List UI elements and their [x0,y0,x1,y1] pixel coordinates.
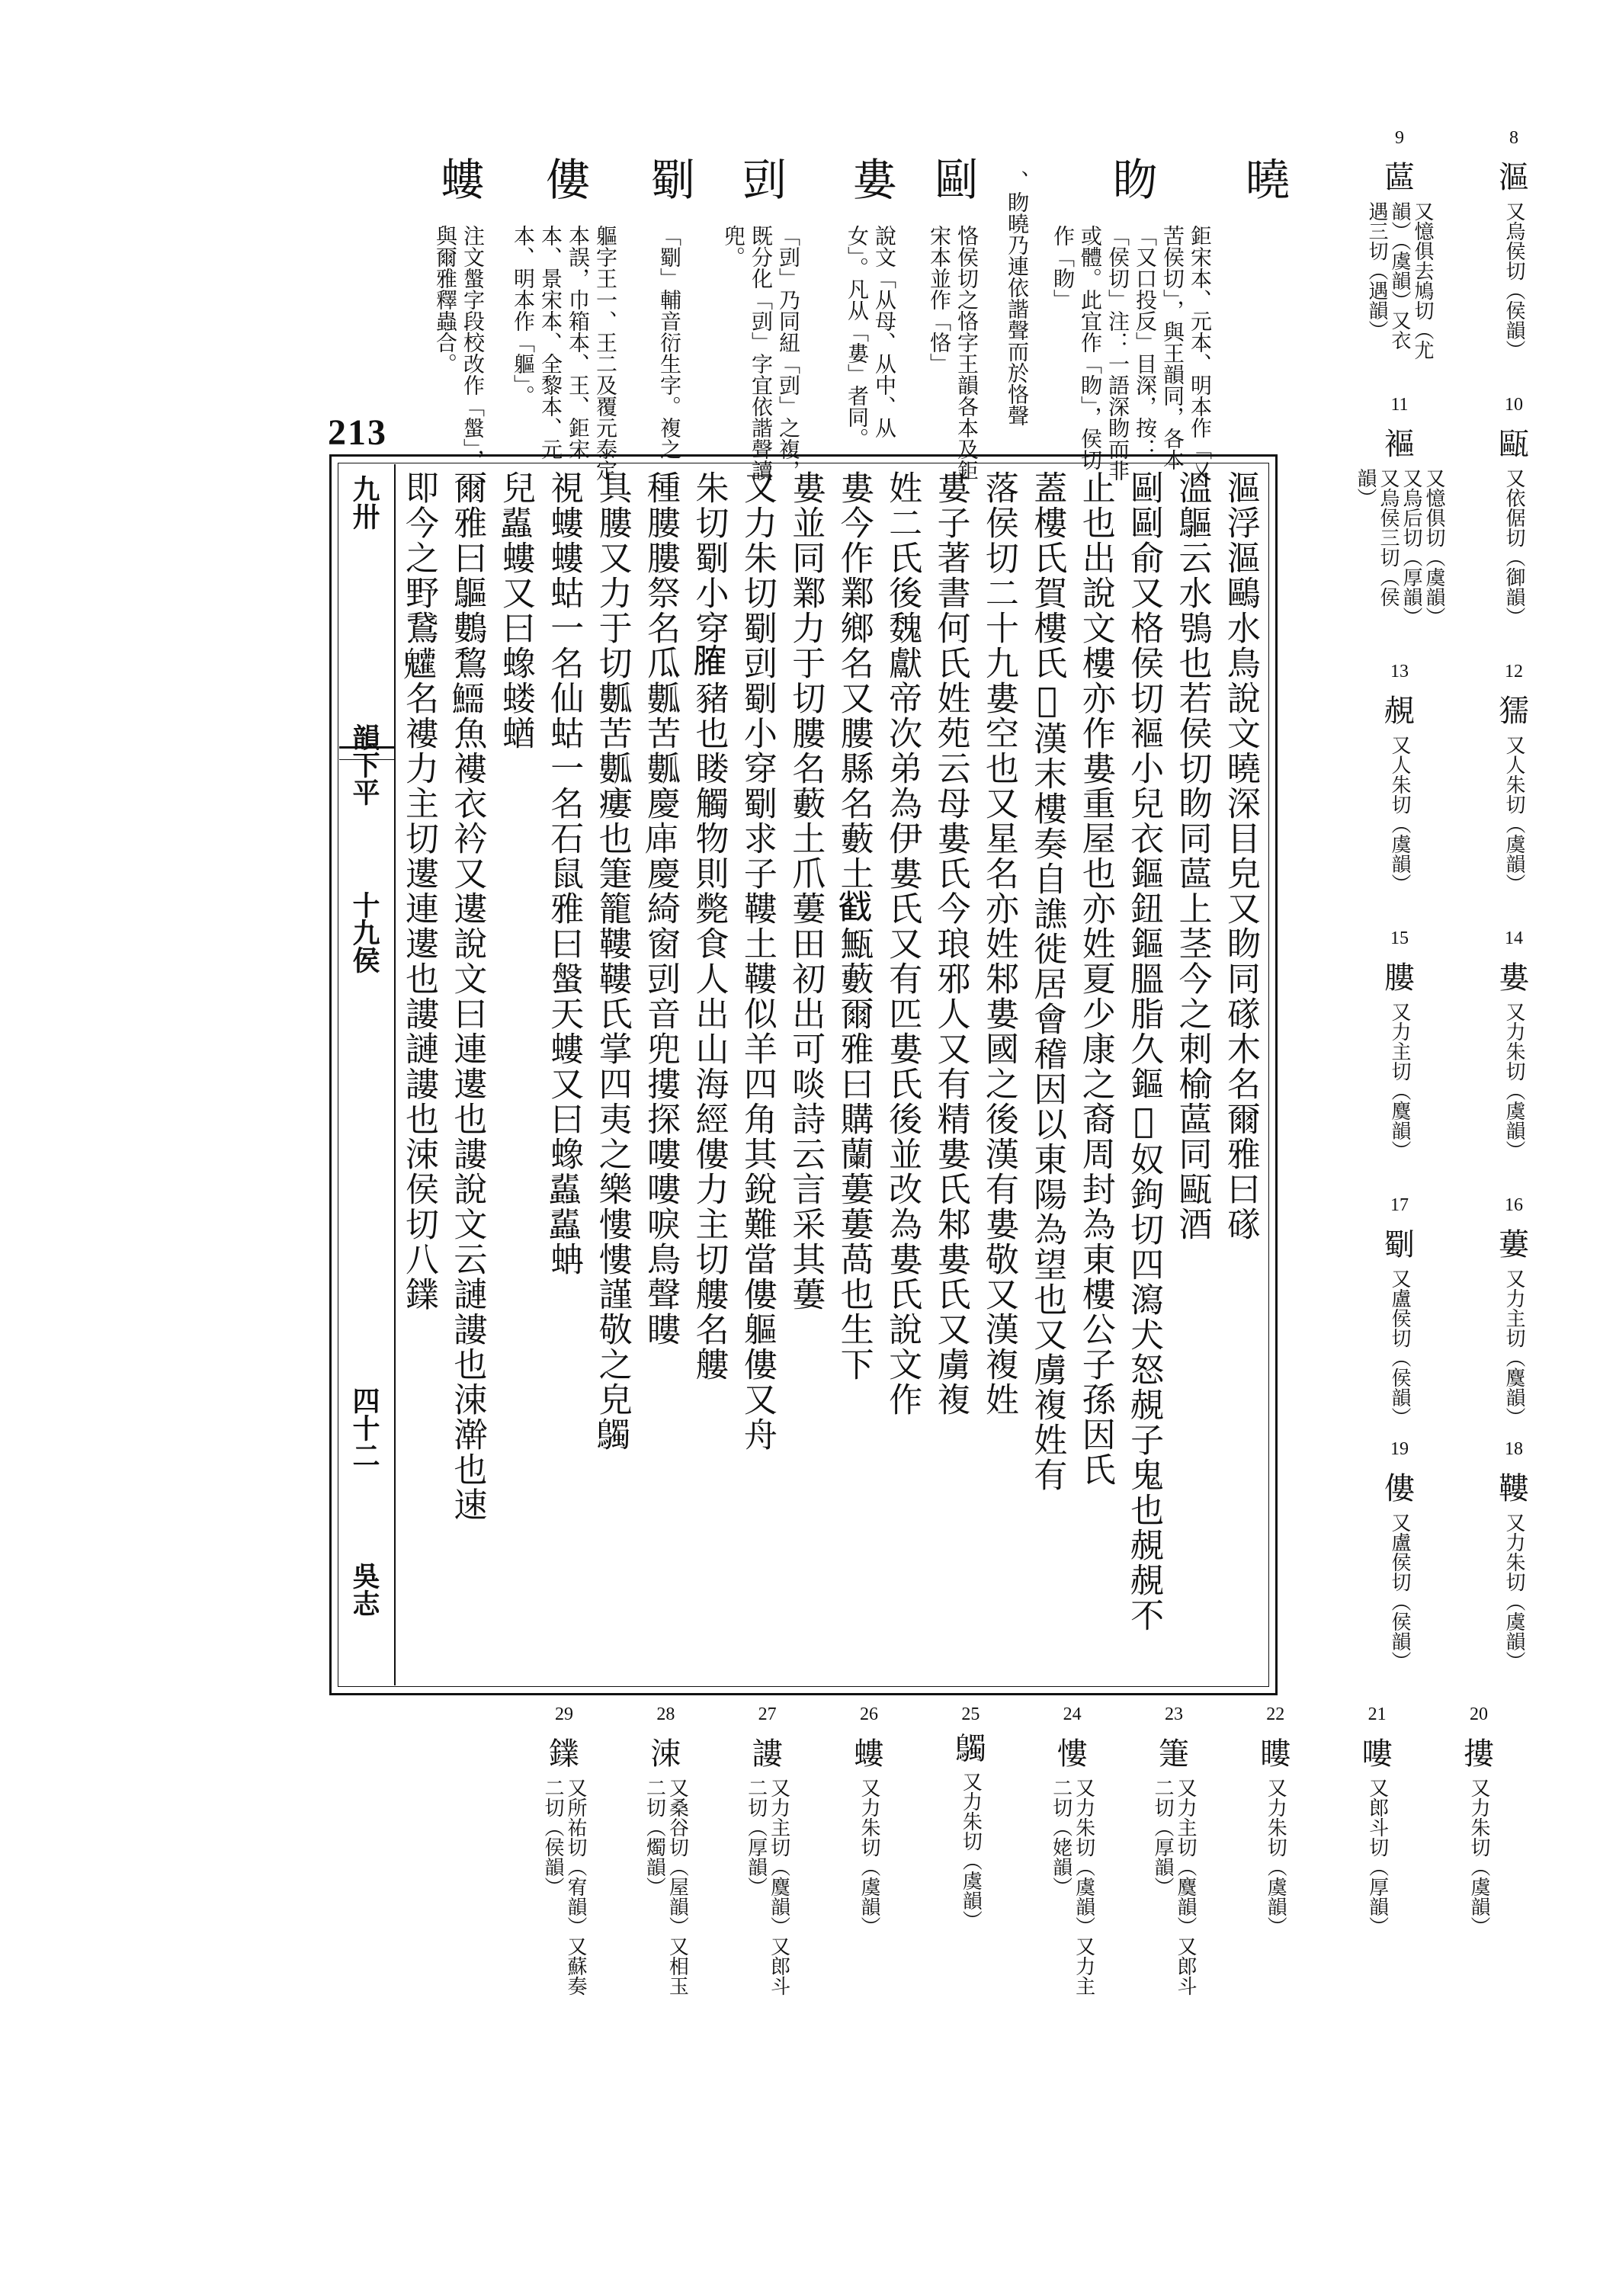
annotation-headword: 嘍 [1361,1736,1393,1772]
annotation [1496,1195,1532,1436]
bottom-annotations [526,1704,1517,2032]
top-note-headword: 螻 [433,156,485,211]
annotation-number: 11 [1390,395,1409,415]
text-column: 具膢又力于切𤬏苦𤬏瘻也箑籠鞻鞻氏掌四夷之樂慺慺謹敬之皃𪇆 [592,470,632,1452]
top-note-text: 鉅宋本、元本、明本作「又苦侯切」，與王韻同，各本「又口投反」目深，按：「侯切」注：一語深䀛而非或體。此宜作「䀛」，侯切作「䀛」 [1050,225,1213,481]
page-number: 213 [328,412,387,453]
annotation-text: 又力朱切（虞韻） [959,1772,983,1930]
right-annotations [1290,128,1541,1671]
annotation-text: 又憶俱切（虞韻）又烏后切（厚韻）又烏侯三切（侯韻） [1354,468,1445,627]
main-text-columns [399,470,1260,1679]
text-column: 止也出說文樓亦作婁重屋也亦姓夏少康之裔周封為東樓公子孫因氏 [1076,470,1115,1487]
annotation [1496,395,1532,636]
annotation-number: 23 [1164,1704,1183,1724]
annotation-headword: 箑 [1158,1736,1189,1772]
text-column: 落侯切二十九婁空也又星名亦姓邾婁國之後漢有婁敬又漢複姓 [979,470,1018,1417]
main-text-frame [329,454,1278,1695]
text-column: 蓋樓氏賀樓氏𧨥漢末樓奏自譙徙居會稽因以東陽為望也又虜複姓有 [1028,470,1067,1493]
text-column: 婁並同鄴力于切膢名藪土爪蔞田初出可啖詩云言采其蔞 [786,470,826,1312]
annotation-headword: 涑 [650,1736,681,1772]
annotation-headword: 𨭥 [549,1736,579,1772]
text-column: 漚浮漚鷗水鳥說文曉深目皃又䀛同䃍木名爾雅曰䃍 [1220,470,1260,1242]
text-column: 種膢膢祭名瓜𤬏苦𤬏慶𢈢慶綺窗剅音兜摟探嘍嘍唳鳥聲瞜 [641,470,681,1347]
annotation-headword: 鞻 [1499,1471,1529,1506]
annotation-headword: 慺 [1056,1736,1088,1772]
annotation-text: 又力朱切（虞韻） [1502,1002,1525,1160]
top-note-headword: 婁 [845,156,896,211]
top-note-text: 恪侯切之恪字王韻各本及鉅宋本並作「恪」 [927,225,980,481]
annotation-number: 9 [1395,128,1404,148]
annotation-headword: 劅 [1384,1227,1415,1262]
annotation-text: 又力主切（麌韻） [1388,1002,1411,1160]
edge-folio: 四十二 [348,1387,380,1469]
annotation-number: 20 [1469,1704,1488,1724]
text-column: 又力朱切劅剅劅小穿劅求子鞻土鞻似羊四角其銳難當僂軀僂又舟 [737,470,777,1452]
annotation-number: 8 [1509,128,1518,148]
annotation-number: 26 [859,1704,878,1724]
annotation-headword: 𪇆 [955,1732,986,1767]
annotation-text: 又力朱切（虞韻）又力主二切（姥韻） [1049,1778,1095,1996]
annotation-number: 29 [555,1704,573,1724]
text-column: 朱切劅小穿𦞦豬也䁖觸物則斃食人出山海經僂力主切艛名艛 [689,470,729,1382]
top-note-text: 軀字王一、王二及覆元泰定本誤，巾箱本、王、鉅宋本、景宋本、全黎本、元本、明本作「軀」。 [511,225,618,481]
annotation [729,1704,806,2032]
edge-bottom-label: 吳志 [348,1562,380,1617]
annotation-text: 又人朱切（虞韻） [1502,735,1525,893]
annotation-number: 22 [1266,1704,1285,1724]
annotation [1354,395,1445,636]
text-column: 溫䳼云水鴞也若侯切䀛同蓲上茎今之刺榆蓲同甌酒 [1172,470,1212,1242]
annotation-text: 又力主切（麌韻） [1502,1268,1525,1427]
annotation [1365,128,1434,369]
annotation-number: 27 [758,1704,777,1724]
annotation [831,1704,907,2032]
annotation [1381,662,1418,903]
annotation-headword: 謱 [752,1736,783,1772]
top-note-text: 注文螌字段校改作「螌」，與爾雅釋蟲合。 [433,225,486,470]
annotation-text: 又力朱切（虞韻） [857,1778,880,1936]
top-note [509,156,619,484]
annotation [1034,1704,1111,2032]
annotation-headword: 漚 [1499,160,1529,195]
annotation-text: 又烏侯切（侯韻） [1502,201,1525,360]
top-note-text: 「剅」乃同紐「剅」之複，既分化「剅」字宜依諧聲讀兜。 [721,225,801,481]
top-note [1003,156,1031,484]
annotation-text: 又力朱切（虞韻） [1502,1512,1525,1671]
annotation-headword: 膢 [1384,960,1415,996]
edge-top-label: 九卅 [348,475,380,530]
annotation-text: 又力朱切（虞韻） [1467,1778,1490,1936]
annotation-headword: 䙔 [1384,427,1415,462]
top-note-text: 說文「从母、从中、从女」。凡从「婁」者同。 [845,225,897,449]
text-column: 姓二氏後魏獻帝次弟為伊婁氏又有匹婁氏後並改為婁氏說文作 [883,470,922,1417]
annotation-headword: 螻 [853,1736,884,1772]
annotation-number: 15 [1390,928,1409,948]
top-note-headword: 剾 [927,156,979,211]
annotation-number: 24 [1063,1704,1082,1724]
annotation-number: 10 [1505,395,1523,415]
top-note-headword: 僂 [538,156,590,211]
annotation [1381,928,1418,1169]
top-note [838,156,903,484]
annotation-text: 又盧侯切（侯韻） [1388,1512,1411,1671]
annotation-number: 19 [1390,1439,1409,1459]
annotation-headword: 蔞 [1499,1227,1529,1262]
annotation-text: 又人朱切（虞韻） [1388,735,1411,893]
annotation-headword: 僂 [1384,1471,1415,1506]
top-note-headword: 䀛 [1105,156,1157,211]
annotation-number: 28 [656,1704,675,1724]
annotation-headword: 甌 [1499,427,1529,462]
annotation-number: 14 [1505,928,1523,948]
top-note [1049,156,1214,484]
annotation [526,1704,602,2032]
top-note [1232,156,1296,484]
text-column: 婁今作鄴鄉名又膢縣名藪土𢧵甒藪爾雅曰購蘭蔞蔞萵也生下 [834,470,874,1382]
annotation-number: 12 [1505,662,1523,681]
annotation-number: 17 [1390,1195,1409,1215]
annotation-headword: 摟 [1463,1736,1494,1772]
annotation [1496,928,1532,1169]
top-note [637,156,701,484]
text-column: 爾雅曰䳼鷜鵹𩻞魚褸衣衿又遱說文曰連遱也謱說文云謰謱也涑澣也速 [447,470,487,1522]
annotation-text: 又桑谷切（屋韻）又相玉二切（燭韻） [643,1778,689,1996]
top-note-headword: 曉 [1238,156,1290,211]
annotation-headword: 獳 [1499,694,1529,729]
annotation [1381,1195,1418,1436]
annotation-text: 又力主切（麌韻）又郎斗二切（厚韻） [744,1778,790,1996]
top-note-text: 「劅」輔音衍生字。複之 [657,225,682,460]
text-column: 視螻螻蛄一名仙蛄一名石鼠雅曰螌天螻又曰蟓𧕿𧕿蚺 [544,470,584,1277]
text-column: 即今之野鵞𩵄名褸力主切遱連遱也謱謰謱也涑侯切八𨭥 [399,470,438,1312]
annotation [1441,1704,1517,2032]
annotation-text: 又依倨切（御韻） [1502,468,1525,627]
top-note-headword: 剅 [735,156,787,211]
annotation-number: 18 [1505,1439,1523,1459]
annotation [1496,662,1532,903]
annotation [1339,1704,1416,2032]
text-column: 剾剾俞又格侯切䙔小兒衣鏂鈕鏂膃脂久鏂𩾩奴鉤切四瀉犬怒䚂子鬼也䚂䚂不 [1124,470,1164,1633]
top-collation-notes [427,156,1296,484]
annotation [1381,1439,1418,1680]
annotation [1136,1704,1212,2032]
top-note-headword: 劅 [643,156,695,211]
edge-rhyme-label: 十九侯 [348,891,380,973]
annotation-number: 21 [1368,1704,1387,1724]
text-column: 婁子著書何氏姓苑云母婁氏今琅邪人又有精婁氏邾婁氏又虜複 [931,470,970,1417]
annotation-text: 又所祐切（宥韻）又蘇奏二切（侯韻） [541,1778,587,1996]
annotation-headword: 瞜 [1260,1736,1291,1772]
text-column: 兒𧕿螻又曰蟓蝼蝤 [495,470,535,751]
annotation [1237,1704,1313,2032]
top-note [720,156,802,484]
annotation-number: 16 [1505,1195,1523,1215]
annotation-text: 又盧侯切（侯韻） [1388,1268,1411,1427]
annotation-number: 25 [961,1704,980,1724]
edge-tab-title: 韻下平 [348,723,380,806]
top-note [921,156,985,484]
annotation [627,1704,704,2032]
annotation-text: 又力朱切（虞韻） [1264,1778,1287,1936]
top-note [427,156,491,484]
annotation [1496,128,1532,369]
annotation-text: 又憶俱去鳩切（尤韻）（虞韻）又衣遇三切（遇韻） [1365,201,1434,360]
annotation-headword: 婁 [1499,960,1529,996]
edge-column [339,464,396,1685]
annotation-headword: 蓲 [1384,160,1415,195]
annotation-text: 又力主切（麌韻）又郎斗二切（厚韻） [1150,1778,1197,1996]
annotation-text: 又郎斗切（厚韻） [1365,1778,1389,1936]
annotation [1496,1439,1532,1680]
top-note-text: 、䀛曉乃連依諧聲而於恪聲 [1005,170,1030,426]
annotation-headword: 䚂 [1384,694,1415,729]
annotation-number: 13 [1390,662,1409,681]
annotation [932,1704,1008,2032]
